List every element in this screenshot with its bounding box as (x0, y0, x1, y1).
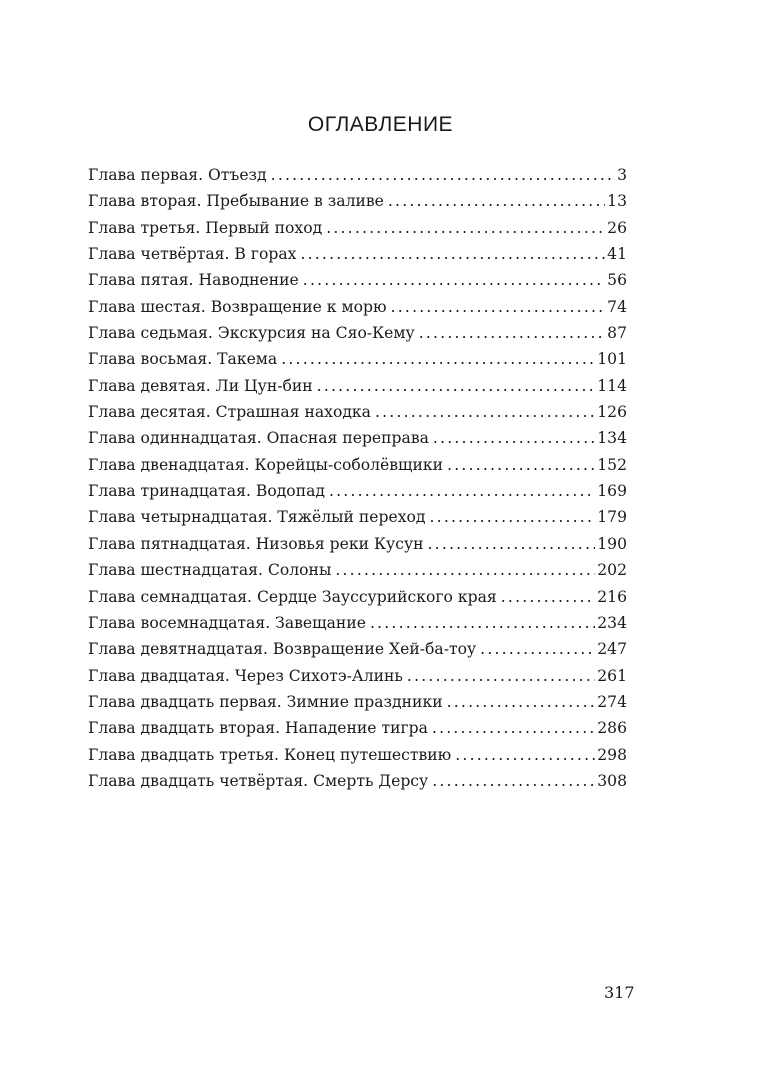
toc-dot-leader (303, 271, 605, 289)
toc-entry-title: Глава двадцатая. Через Сихотэ-Алинь (88, 666, 403, 685)
toc-entry (88, 377, 627, 403)
toc-entry-title: Глава четырнадцатая. Тяжёлый переход (88, 508, 426, 527)
toc-entry (88, 298, 627, 324)
toc-entry-page: 216 (597, 587, 627, 606)
toc-entry (88, 772, 627, 798)
toc-dot-leader (419, 324, 605, 342)
toc-entry (88, 192, 627, 218)
toc-entry-title: Глава двадцать третья. Конец путешествию (88, 745, 452, 764)
toc-entry-page: 274 (597, 692, 627, 711)
toc-entry-title: Глава третья. Первый поход (88, 218, 323, 237)
toc-entry-page: 114 (597, 376, 627, 395)
toc-entry-title: Глава пятая. Наводнение (88, 271, 299, 290)
toc-dot-leader (447, 456, 595, 474)
toc-dot-leader (375, 403, 595, 421)
toc-entry (88, 614, 627, 640)
toc-entry-page: 190 (597, 534, 627, 553)
toc-dot-leader (271, 166, 615, 184)
toc-entry-page: 152 (597, 455, 627, 474)
toc-entry (88, 403, 627, 429)
toc-entry (88, 166, 627, 192)
toc-entry-title: Глава девятая. Ли Цун-бин (88, 376, 313, 395)
toc-entry (88, 667, 627, 693)
toc-entry-title: Глава семнадцатая. Сердце Зауссурийского края (88, 587, 497, 606)
toc-entry (88, 693, 627, 719)
toc-entry-title: Глава двадцать четвёртая. Смерть Дерсу (88, 771, 429, 790)
toc-dot-leader (432, 719, 595, 737)
toc-dot-leader (388, 192, 605, 210)
toc-entry-title: Глава пятнадцатая. Низовья реки Кусун (88, 534, 424, 553)
toc-dot-leader (430, 508, 596, 526)
toc-entry (88, 271, 627, 297)
toc-dot-leader (335, 561, 595, 579)
toc-entry-title: Глава десятая. Страшная находка (88, 403, 371, 422)
table-of-contents (88, 166, 627, 798)
toc-entry-page: 134 (597, 429, 627, 448)
toc-entry-page: 101 (597, 350, 627, 369)
toc-dot-leader (317, 377, 596, 395)
toc-entry-page: 247 (597, 640, 627, 659)
toc-entry-page: 298 (597, 745, 627, 764)
toc-dot-leader (370, 614, 595, 632)
toc-entry-page: 261 (597, 666, 627, 685)
toc-entry-page: 87 (607, 324, 627, 343)
toc-entry-title: Глава восьмая. Такема (88, 350, 278, 369)
toc-entry-page: 26 (607, 218, 627, 237)
toc-entry (88, 350, 627, 376)
page-title: ОГЛАВЛЕНИЕ (307, 113, 454, 136)
toc-entry-page: 286 (597, 719, 627, 738)
toc-dot-leader (391, 298, 606, 316)
toc-dot-leader (455, 746, 595, 764)
toc-entry-page: 169 (597, 482, 627, 501)
toc-entry (88, 482, 627, 508)
toc-entry (88, 535, 627, 561)
toc-dot-leader (432, 772, 595, 790)
toc-entry (88, 508, 627, 534)
toc-dot-leader (300, 245, 605, 263)
toc-entry-title: Глава двадцать вторая. Нападение тигра (88, 719, 428, 738)
toc-dot-leader (480, 640, 595, 658)
toc-entry-page: 179 (597, 508, 627, 527)
toc-entry (88, 746, 627, 772)
toc-entry-page: 41 (607, 245, 627, 264)
toc-entry-title: Глава шестая. Возвращение к морю (88, 297, 387, 316)
toc-dot-leader (433, 429, 595, 447)
toc-entry-page: 74 (607, 297, 627, 316)
toc-dot-leader (447, 693, 596, 711)
toc-dot-leader (501, 588, 595, 606)
toc-entry (88, 588, 627, 614)
toc-entry (88, 561, 627, 587)
toc-dot-leader (281, 350, 595, 368)
toc-dot-leader (326, 219, 605, 237)
toc-entry-title: Глава четвёртая. В горах (88, 245, 297, 264)
toc-entry (88, 324, 627, 350)
toc-entry-page: 3 (617, 166, 627, 184)
toc-entry-page: 308 (597, 771, 627, 790)
toc-entry-title: Глава двенадцатая. Корейцы-соболёвщики (88, 455, 444, 474)
toc-entry (88, 219, 627, 245)
toc-entry (88, 719, 627, 745)
toc-entry (88, 429, 627, 455)
toc-entry-title: Глава вторая. Пребывание в заливе (88, 192, 384, 211)
toc-entry-title: Глава тринадцатая. Водопад (88, 482, 325, 501)
toc-dot-leader (428, 535, 596, 553)
toc-entry-page: 56 (607, 271, 627, 290)
toc-entry-title: Глава шестнадцатая. Солоны (88, 561, 332, 580)
toc-entry-page: 13 (607, 192, 627, 211)
toc-entry-title: Глава седьмая. Экскурсия на Сяо-Кему (88, 324, 415, 343)
toc-entry-page: 202 (597, 561, 627, 580)
toc-entry-title: Глава первая. Отъезд (88, 166, 267, 184)
toc-entry-title: Глава восемнадцатая. Завещание (88, 613, 366, 632)
toc-entry-page: 234 (597, 613, 627, 632)
toc-entry (88, 456, 627, 482)
toc-dot-leader (329, 482, 595, 500)
toc-entry-title: Глава девятнадцатая. Возвращение Хей-ба-тоу (88, 640, 477, 659)
toc-entry (88, 245, 627, 271)
toc-entry-page: 126 (597, 403, 627, 422)
page-number: 317 (604, 983, 635, 1002)
toc-entry-title: Глава одиннадцатая. Опасная переправа (88, 429, 429, 448)
toc-entry-title: Глава двадцать первая. Зимние праздники (88, 692, 443, 711)
toc-dot-leader (407, 667, 595, 685)
toc-entry (88, 640, 627, 666)
